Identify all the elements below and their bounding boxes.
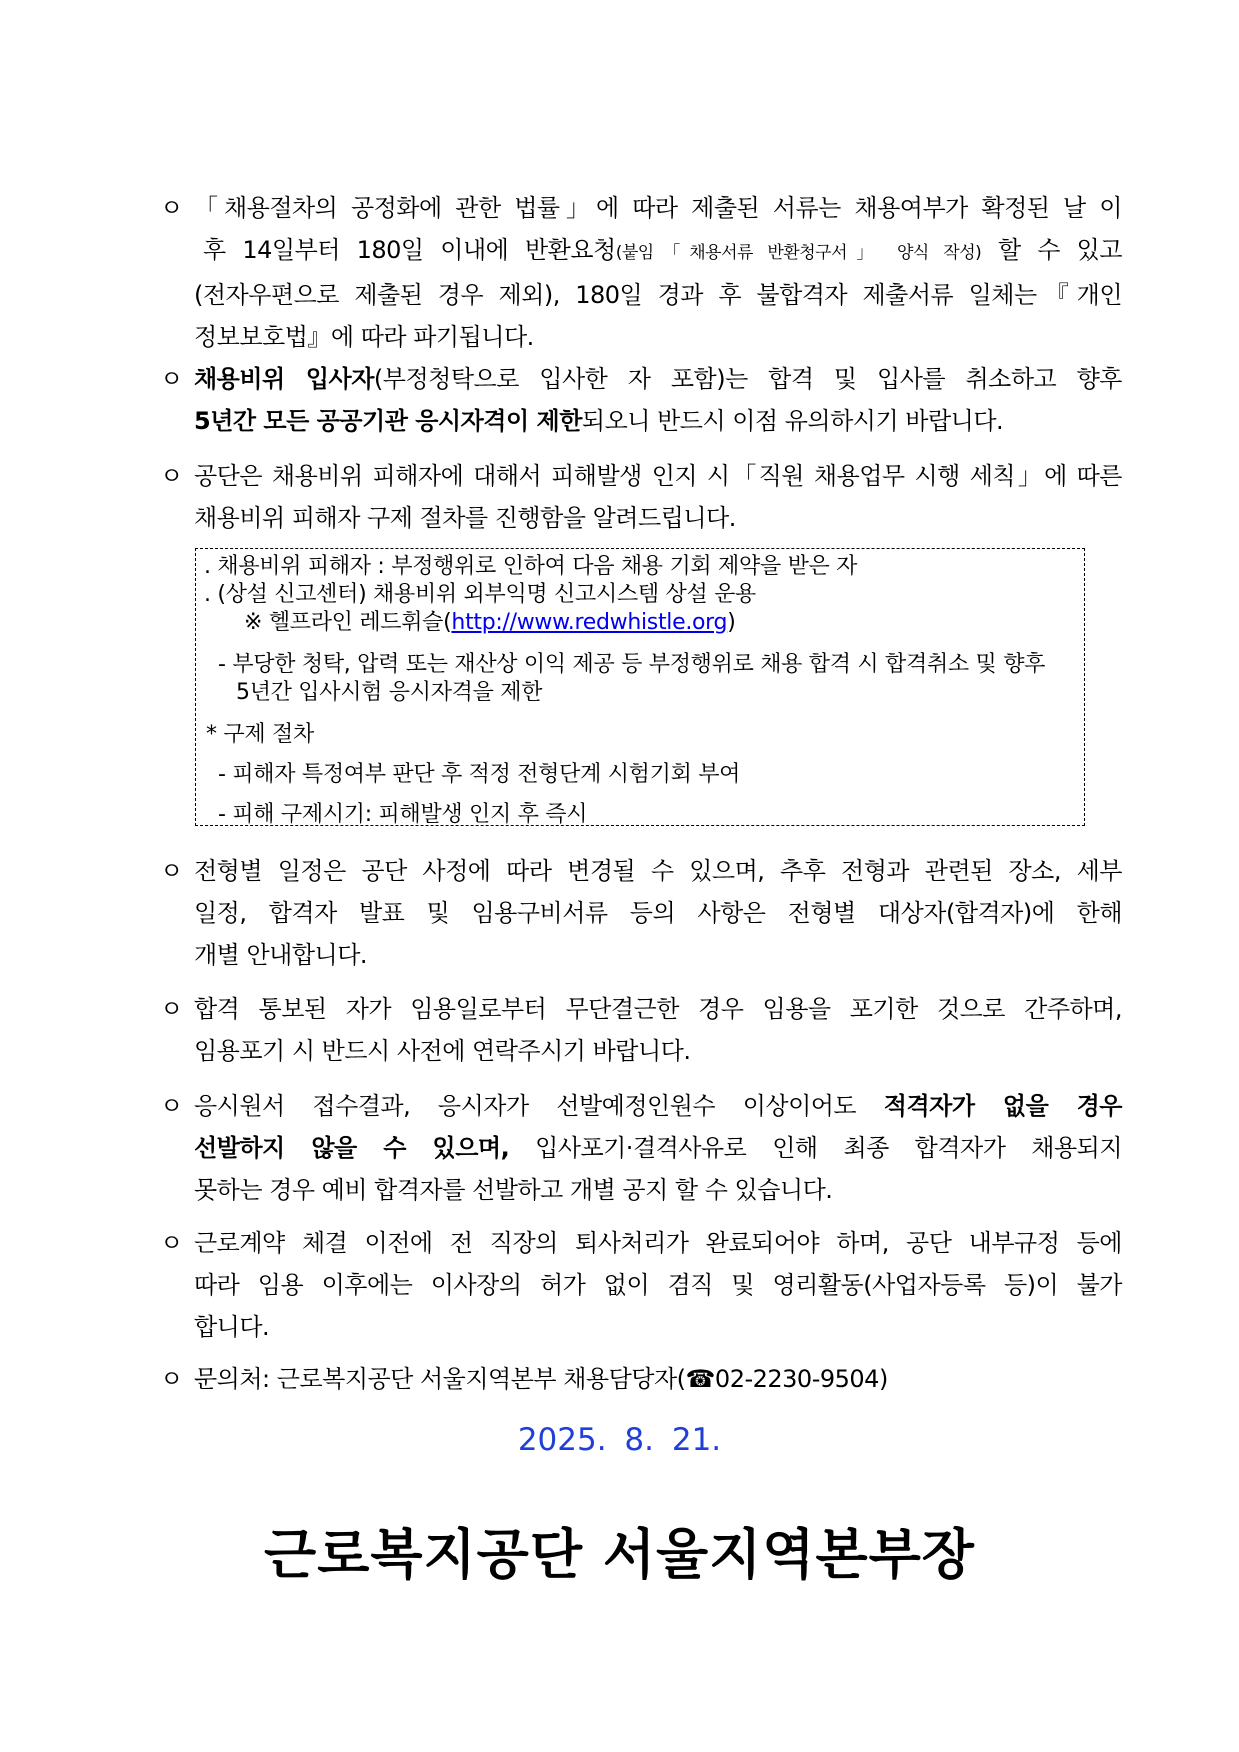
issuer-signature: 근로복지공단 서울지역본부장 [264, 1523, 975, 1586]
notice-item-victim-relief [160, 455, 1122, 539]
notice-line: 임용포기 시 반드시 사전에 연락주시기 바랍니다. [194, 1037, 691, 1065]
bullet-icon: ㅇ [160, 1092, 184, 1120]
notice-line: 일정, 합격자 발표 및 임용구비서류 등의 사항은 전형별 대상자(합격자)에 한해 [194, 899, 1122, 927]
bullet-icon: ㅇ [160, 1365, 184, 1393]
notice-item-contact [160, 1358, 1122, 1400]
notice-item-absence [160, 988, 1122, 1072]
victim-relief-info-box [195, 548, 1085, 826]
box-line-helpline: ※ 헬프라인 레드휘슬(http://www.redwhistle.org) [244, 610, 736, 635]
notice-line: 개별 안내합니다. [194, 941, 368, 969]
bullet-icon: ㅇ [160, 194, 184, 222]
notice-item-hiring-misconduct [160, 358, 1122, 442]
notice-item-schedule [160, 850, 1122, 976]
notice-line: 후 14일부터 180일 이내에 반환요청(붙임「채용서류 반환청구서」 양식 작성) 할 수 있고 [203, 236, 1123, 264]
issue-date: 2025. 8. 21. [517, 1422, 722, 1458]
contact-phone: 02-2230-9504) [714, 1365, 888, 1393]
notice-line: 합격 통보된 자가 임용일로부터 무단결근한 경우 임용을 포기한 것으로 간주하며, [194, 995, 1122, 1023]
box-line-penalty-cont: 5년간 입사시험 응시자격을 제한 [236, 680, 543, 705]
notice-line: 전형별 일정은 공단 사정에 따라 변경될 수 있으며, 추후 전형과 관련된 장소, 세부 [194, 857, 1122, 885]
bullet-icon: ㅇ [160, 995, 184, 1023]
bullet-icon: ㅇ [160, 857, 184, 885]
bullet-icon: ㅇ [160, 365, 184, 393]
bullet-icon: ㅇ [160, 462, 184, 490]
bullet-icon: ㅇ [160, 1229, 184, 1257]
notice-line: 못하는 경우 예비 합격자를 선발하고 개별 공지 할 수 있습니다. [194, 1176, 833, 1204]
box-line-victim-definition: . 채용비위 피해자 : 부정행위로 인하여 다음 채용 기회 제약을 받은 자 [204, 554, 858, 579]
box-line-report-center: . (상설 신고센터) 채용비위 외부익명 신고시스템 상설 운용 [204, 582, 757, 607]
phone-icon: ☎ [685, 1365, 715, 1393]
notice-item-selection [160, 1085, 1122, 1211]
box-line-relief-timing: - 피해 구제시기: 피해발생 인지 후 즉시 [218, 802, 588, 827]
notice-line: 응시원서 접수결과, 응시자가 선발예정인원수 이상이어도 적격자가 없을 경우 [194, 1092, 1122, 1120]
notice-line: 선발하지 않을 수 있으며, 입사포기·결격사유로 인해 최종 합격자가 채용되지 [194, 1134, 1122, 1162]
notice-line: (전자우편으로 제출된 경우 제외), 180일 경과 후 불합격자 제출서류 일체는『개인 [194, 281, 1122, 309]
notice-item-document-return [160, 187, 1122, 358]
notice-line: 따라 임용 이후에는 이사장의 허가 없이 겸직 및 영리활동(사업자등록 등)이 불가 [194, 1271, 1122, 1299]
box-line-relief-step: - 피해자 특정여부 판단 후 적정 전형단계 시험기회 부여 [218, 762, 741, 787]
notice-line: 채용비위 피해자 구제 절차를 진행함을 알려드립니다. [194, 504, 736, 532]
notice-line: 공단은 채용비위 피해자에 대해서 피해발생 인지 시「직원 채용업무 시행 세칙」에 따른 [194, 462, 1122, 490]
box-line-penalty: - 부당한 청탁, 압력 또는 재산상 이익 제공 등 부정행위로 채용 합격 시 합격취소 및 향후 [218, 652, 1046, 677]
notice-line: 「채용절차의 공정화에 관한 법률」에 따라 제출된 서류는 채용여부가 확정된 날 이 [194, 194, 1122, 222]
notice-line: 5년간 모든 공공기관 응시자격이 제한되오니 반드시 이점 유의하시기 바랍니다. [194, 407, 1004, 435]
notice-line: 정보보호법』에 따라 파기됩니다. [194, 323, 534, 351]
notice-line: 합니다. [194, 1313, 270, 1341]
notice-line: 근로계약 체결 이전에 전 직장의 퇴사처리가 완료되어야 하며, 공단 내부규정 등에 [194, 1229, 1122, 1257]
notice-item-resignation [160, 1222, 1122, 1348]
redwhistle-link[interactable]: http://www.redwhistle.org [451, 610, 728, 635]
contact-line: 문의처: 근로복지공단 서울지역본부 채용담당자(☎02-2230-9504) [194, 1365, 888, 1393]
notice-line: 채용비위 입사자(부정청탁으로 입사한 자 포함)는 합격 및 입사를 취소하고 향후 [194, 365, 1122, 393]
box-line-relief-heading: * 구제 절차 [206, 722, 314, 747]
